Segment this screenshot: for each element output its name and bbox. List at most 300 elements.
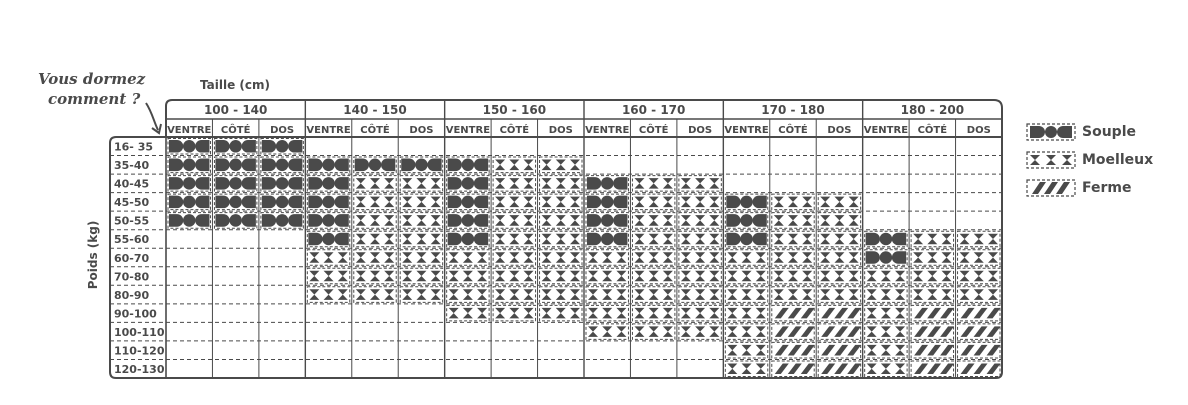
- moelleux-mark: [570, 289, 580, 300]
- souple-mark: [587, 177, 601, 190]
- moelleux-mark: [588, 308, 598, 319]
- cell-ferme: [958, 305, 1001, 321]
- ferme-mark: [801, 308, 815, 319]
- moelleux-mark: [309, 271, 319, 282]
- moelleux-mark: [570, 197, 580, 208]
- cell-moelleux: [540, 176, 582, 192]
- cell-moelleux: [725, 268, 767, 284]
- moelleux-mark: [881, 345, 891, 356]
- ferme-mark: [847, 345, 861, 356]
- moelleux-mark: [849, 197, 859, 208]
- ferme-mark: [821, 308, 835, 319]
- moelleux-mark: [867, 363, 877, 374]
- cell-souple: [307, 231, 349, 247]
- moelleux-mark: [324, 289, 334, 300]
- cell-moelleux: [354, 194, 396, 210]
- souple-mark: [322, 196, 335, 209]
- souple-mark: [740, 214, 753, 227]
- position-header: VENTRE: [306, 125, 351, 136]
- ferme-mark: [961, 345, 975, 356]
- souple-mark: [276, 140, 289, 153]
- moelleux-mark: [942, 271, 952, 282]
- cell-souple: [865, 250, 907, 266]
- height-range-header: 180 - 200: [900, 103, 965, 117]
- cell-moelleux: [772, 231, 814, 247]
- moelleux-mark: [709, 326, 719, 337]
- ferme-mark: [961, 308, 975, 319]
- souple-mark: [355, 159, 369, 172]
- souple-mark: [880, 251, 893, 264]
- ferme-mark: [927, 308, 941, 319]
- souple-mark: [215, 214, 229, 227]
- souple-mark: [322, 214, 335, 227]
- moelleux-mark: [402, 178, 412, 189]
- ferme-mark: [974, 345, 988, 356]
- souple-mark: [242, 177, 256, 190]
- souple-mark: [229, 159, 242, 172]
- moelleux-mark: [695, 289, 705, 300]
- moelleux-mark: [681, 326, 691, 337]
- moelleux-mark: [867, 345, 877, 356]
- moelleux-mark: [463, 271, 473, 282]
- moelleux-mark: [927, 234, 937, 245]
- moelleux-mark: [616, 271, 626, 282]
- moelleux-mark: [927, 252, 937, 263]
- moelleux-mark: [356, 252, 366, 263]
- moelleux-mark: [742, 252, 752, 263]
- cell-ferme: [772, 342, 815, 358]
- moelleux-mark: [774, 197, 784, 208]
- moelleux-mark: [542, 197, 552, 208]
- cell-moelleux: [958, 268, 1000, 284]
- moelleux-mark: [649, 252, 659, 263]
- cell-souple: [214, 194, 256, 210]
- legend-swatch-souple: [1026, 123, 1076, 141]
- position-header: CÔTÉ: [638, 125, 669, 136]
- question-line-1: Vous dormez: [38, 70, 146, 88]
- souple-mark: [601, 233, 614, 246]
- position-header: DOS: [409, 125, 434, 136]
- souple-mark: [308, 214, 322, 227]
- moelleux-mark: [867, 289, 877, 300]
- moelleux-mark: [556, 289, 566, 300]
- moelleux-mark: [309, 252, 319, 263]
- cell-moelleux: [679, 268, 721, 284]
- moelleux-mark: [370, 215, 380, 226]
- moelleux-mark: [960, 289, 970, 300]
- souple-mark: [288, 196, 302, 209]
- moelleux-mark: [416, 252, 426, 263]
- moelleux-mark: [727, 271, 737, 282]
- ferme-mark: [914, 326, 928, 337]
- moelleux-mark: [849, 289, 859, 300]
- cell-ferme: [772, 324, 815, 340]
- souple-mark: [740, 233, 753, 246]
- moelleux-mark: [556, 271, 566, 282]
- moelleux-mark: [634, 271, 644, 282]
- cell-moelleux: [632, 194, 674, 210]
- cell-souple: [261, 139, 303, 155]
- cell-moelleux: [586, 324, 628, 340]
- ferme-mark: [834, 308, 848, 319]
- cell-moelleux: [679, 250, 721, 266]
- cell-ferme: [818, 305, 861, 321]
- moelleux-mark: [402, 215, 412, 226]
- moelleux-mark: [695, 326, 705, 337]
- cell-moelleux: [400, 176, 442, 192]
- ferme-mark: [940, 308, 954, 319]
- ferme-mark: [775, 345, 789, 356]
- cell-moelleux: [354, 176, 396, 192]
- moelleux-mark: [820, 234, 830, 245]
- cell-moelleux: [818, 268, 860, 284]
- moelleux-mark: [709, 252, 719, 263]
- cell-ferme: [911, 305, 954, 321]
- moelleux-mark: [709, 234, 719, 245]
- moelleux-mark: [509, 271, 519, 282]
- moelleux-mark: [756, 252, 766, 263]
- cell-moelleux: [865, 342, 907, 358]
- moelleux-mark: [663, 197, 673, 208]
- souple-mark: [474, 159, 488, 172]
- moelleux-mark: [802, 289, 812, 300]
- weight-range-label: 35-40: [114, 159, 150, 173]
- moelleux-mark: [867, 326, 877, 337]
- moelleux-mark: [570, 234, 580, 245]
- moelleux-mark: [402, 252, 412, 263]
- cell-moelleux: [354, 213, 396, 229]
- ferme-mark: [847, 326, 861, 337]
- moelleux-mark: [634, 215, 644, 226]
- moelleux-mark: [802, 271, 812, 282]
- ferme-mark: [974, 308, 988, 319]
- cell-moelleux: [400, 250, 442, 266]
- moelleux-mark: [742, 345, 752, 356]
- moelleux-mark: [649, 215, 659, 226]
- moelleux-mark: [663, 215, 673, 226]
- souple-mark: [229, 214, 242, 227]
- moelleux-mark: [588, 252, 598, 263]
- souple-mark: [308, 233, 322, 246]
- souple-mark: [183, 177, 196, 190]
- moelleux-mark: [431, 178, 441, 189]
- souple-mark: [276, 177, 289, 190]
- position-header: VENTRE: [585, 125, 630, 136]
- cell-moelleux: [632, 176, 674, 192]
- moelleux-mark: [477, 308, 487, 319]
- moelleux-mark: [988, 252, 998, 263]
- cell-border: [679, 305, 721, 321]
- cell-moelleux: [865, 361, 907, 377]
- moelleux-mark: [988, 234, 998, 245]
- position-header: VENTRE: [445, 125, 491, 136]
- souple-mark: [462, 177, 475, 190]
- cell-souple: [586, 231, 628, 247]
- souple-mark: [448, 159, 462, 172]
- cell-ferme: [911, 361, 954, 377]
- height-title: Taille (cm): [200, 78, 270, 92]
- cell-moelleux: [772, 250, 814, 266]
- position-header: DOS: [966, 125, 991, 136]
- moelleux-mark: [634, 234, 644, 245]
- legend-item-moelleux: [1026, 146, 1153, 174]
- moelleux-mark: [727, 345, 737, 356]
- moelleux-mark: [416, 289, 426, 300]
- moelleux-mark: [356, 289, 366, 300]
- moelleux-mark: [431, 252, 441, 263]
- moelleux-mark: [542, 178, 552, 189]
- moelleux-mark: [524, 252, 534, 263]
- cell-souple: [725, 194, 767, 210]
- moelleux-mark: [649, 178, 659, 189]
- moelleux-mark: [384, 178, 394, 189]
- moelleux-mark: [649, 326, 659, 337]
- moelleux-mark: [709, 215, 719, 226]
- souple-mark: [613, 196, 627, 209]
- ferme-mark: [801, 326, 815, 337]
- cell-souple: [307, 213, 349, 229]
- cell-moelleux: [818, 231, 860, 247]
- moelleux-mark: [756, 345, 766, 356]
- moelleux-mark: [509, 234, 519, 245]
- moelleux-mark: [616, 252, 626, 263]
- moelleux-mark: [895, 345, 905, 356]
- souple-mark: [169, 177, 183, 190]
- souple-mark: [448, 233, 462, 246]
- souple-mark: [195, 177, 209, 190]
- moelleux-mark: [524, 197, 534, 208]
- moelleux-mark: [927, 271, 937, 282]
- cell-moelleux: [586, 250, 628, 266]
- souple-mark: [215, 140, 229, 153]
- moelleux-mark: [681, 197, 691, 208]
- moelleux-mark: [774, 271, 784, 282]
- ferme-mark: [987, 326, 1001, 337]
- moelleux-mark: [709, 271, 719, 282]
- moelleux-mark: [695, 271, 705, 282]
- souple-mark: [276, 159, 289, 172]
- moelleux-mark: [895, 308, 905, 319]
- ferme-mark: [987, 308, 1001, 319]
- moelleux-mark: [356, 234, 366, 245]
- cell-moelleux: [632, 268, 674, 284]
- cell-souple: [725, 231, 767, 247]
- moelleux-mark: [431, 271, 441, 282]
- moelleux-mark: [895, 289, 905, 300]
- moelleux-mark: [524, 160, 534, 171]
- moelleux-mark: [449, 289, 459, 300]
- ferme-mark: [801, 363, 815, 374]
- souple-mark: [753, 233, 767, 246]
- souple-mark: [276, 214, 289, 227]
- moelleux-mark: [802, 234, 812, 245]
- souple-mark: [308, 159, 322, 172]
- cell-souple: [261, 194, 303, 210]
- moelleux-mark: [602, 308, 612, 319]
- moelleux-mark: [509, 308, 519, 319]
- souple-mark: [308, 196, 322, 209]
- height-range-header: 170 - 180: [761, 103, 825, 117]
- ferme-mark: [834, 363, 848, 374]
- souple-mark: [169, 159, 183, 172]
- moelleux-mark: [788, 215, 798, 226]
- cell-moelleux: [679, 231, 721, 247]
- cell-moelleux: [865, 268, 907, 284]
- moelleux-mark: [370, 234, 380, 245]
- height-range-header: 140 - 150: [343, 103, 407, 117]
- ferme-mark: [801, 345, 815, 356]
- cell-moelleux: [447, 250, 489, 266]
- cell-moelleux: [679, 305, 721, 321]
- cell-souple: [307, 176, 349, 192]
- souple-mark: [601, 177, 614, 190]
- cell-moelleux: [632, 213, 674, 229]
- moelleux-mark: [509, 215, 519, 226]
- moelleux-mark: [634, 197, 644, 208]
- cell-moelleux: [493, 157, 535, 173]
- weight-range-label: 40-45: [114, 177, 150, 191]
- souple-mark: [401, 159, 415, 172]
- moelleux-mark: [742, 308, 752, 319]
- souple-mark: [613, 233, 627, 246]
- legend-swatch-ferme: [1026, 179, 1076, 197]
- souple-mark: [262, 196, 276, 209]
- cell-moelleux: [865, 324, 907, 340]
- moelleux-mark: [570, 215, 580, 226]
- moelleux-mark: [788, 271, 798, 282]
- cell-moelleux: [818, 213, 860, 229]
- souple-mark: [183, 196, 196, 209]
- moelleux-mark: [834, 271, 844, 282]
- moelleux-mark: [449, 271, 459, 282]
- moelleux-mark: [416, 197, 426, 208]
- moelleux-mark: [616, 308, 626, 319]
- moelleux-mark: [356, 178, 366, 189]
- cell-moelleux: [586, 268, 628, 284]
- moelleux-mark: [449, 252, 459, 263]
- cell-moelleux: [958, 231, 1000, 247]
- cell-moelleux: [354, 231, 396, 247]
- cell-moelleux: [400, 287, 442, 303]
- moelleux-mark: [495, 215, 505, 226]
- question-line-2: comment ?: [48, 90, 141, 108]
- ferme-mark: [974, 326, 988, 337]
- cell-moelleux: [493, 176, 535, 192]
- moelleux-mark: [570, 160, 580, 171]
- ferme-mark: [987, 363, 1001, 374]
- moelleux-mark: [663, 289, 673, 300]
- ferme-mark: [788, 363, 802, 374]
- cell-souple: [447, 231, 489, 247]
- moelleux-mark: [402, 289, 412, 300]
- cell-ferme: [958, 324, 1001, 340]
- moelleux-mark: [495, 308, 505, 319]
- position-header: VENTRE: [724, 125, 769, 136]
- cell-moelleux: [818, 250, 860, 266]
- souple-mark: [229, 140, 242, 153]
- weight-range-label: 100-110: [114, 325, 165, 339]
- moelleux-mark: [634, 326, 644, 337]
- cell-moelleux: [679, 176, 721, 192]
- moelleux-mark: [324, 271, 334, 282]
- ferme-mark: [847, 308, 861, 319]
- moelleux-mark: [681, 308, 691, 319]
- cell-moelleux: [725, 305, 767, 321]
- ferme-mark: [987, 345, 1001, 356]
- souple-mark: [288, 214, 302, 227]
- ferme-mark: [834, 326, 848, 337]
- moelleux-mark: [774, 252, 784, 263]
- moelleux-mark: [988, 289, 998, 300]
- height-range-header: 160 - 170: [621, 103, 686, 117]
- moelleux-mark: [402, 271, 412, 282]
- ferme-mark: [788, 345, 802, 356]
- moelleux-mark: [695, 197, 705, 208]
- moelleux-mark: [524, 289, 534, 300]
- moelleux-mark: [681, 178, 691, 189]
- souple-mark: [462, 196, 475, 209]
- souple-mark: [169, 214, 183, 227]
- cell-moelleux: [679, 324, 721, 340]
- weight-range-label: 120-130: [114, 363, 165, 376]
- cell-moelleux: [307, 287, 349, 303]
- souple-mark: [195, 140, 209, 153]
- souple-mark: [288, 159, 302, 172]
- cell-souple: [168, 157, 210, 173]
- moelleux-mark: [834, 289, 844, 300]
- moelleux-mark: [602, 252, 612, 263]
- souple-mark: [369, 159, 382, 172]
- cell-souple: [168, 194, 210, 210]
- moelleux-mark: [709, 308, 719, 319]
- position-header: CÔTÉ: [220, 125, 251, 136]
- cell-moelleux: [632, 231, 674, 247]
- souple-mark: [381, 159, 395, 172]
- cell-moelleux: [493, 213, 535, 229]
- cell-moelleux: [540, 213, 582, 229]
- moelleux-mark: [756, 289, 766, 300]
- cell-souple: [865, 231, 907, 247]
- moelleux-mark: [849, 234, 859, 245]
- souple-mark: [587, 196, 601, 209]
- moelleux-mark: [384, 271, 394, 282]
- moelleux-mark: [463, 289, 473, 300]
- cell-moelleux: [911, 268, 953, 284]
- cell-border: [679, 176, 721, 192]
- souple-mark: [195, 159, 209, 172]
- moelleux-mark: [663, 234, 673, 245]
- ferme-mark: [974, 363, 988, 374]
- legend-label-ferme: Ferme: [1082, 180, 1132, 196]
- moelleux-mark: [524, 215, 534, 226]
- souple-mark: [242, 214, 256, 227]
- moelleux-mark: [663, 326, 673, 337]
- souple-mark: [601, 196, 614, 209]
- moelleux-mark: [384, 215, 394, 226]
- moelleux-mark: [338, 289, 348, 300]
- moelleux-mark: [384, 234, 394, 245]
- ferme-mark: [914, 363, 928, 374]
- height-range-header: 150 - 160: [482, 103, 547, 117]
- moelleux-mark: [542, 215, 552, 226]
- souple-mark: [448, 196, 462, 209]
- cell-moelleux: [493, 287, 535, 303]
- cell-souple: [261, 213, 303, 229]
- moelleux-mark: [802, 252, 812, 263]
- souple-mark: [726, 196, 740, 209]
- moelleux-mark: [509, 160, 519, 171]
- moelleux-mark: [542, 234, 552, 245]
